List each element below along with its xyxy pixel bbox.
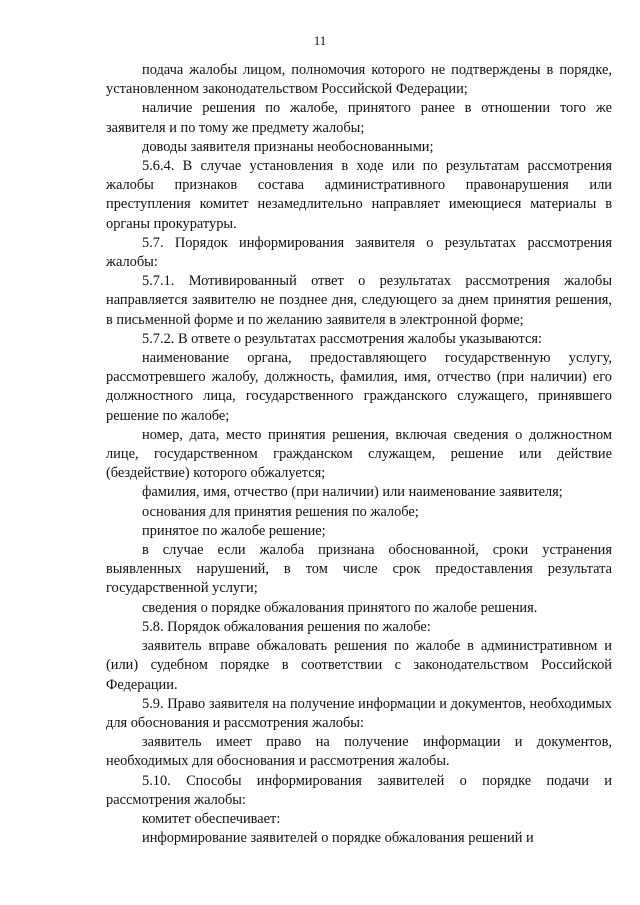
document-body — [106, 61, 612, 848]
paragraph: фамилия, имя, отчество (при наличии) или наименование заявителя; — [142, 484, 563, 501]
paragraph: информирование заявителей о порядке обжалования решений и — [142, 830, 534, 847]
paragraph-5-10: 5.10. Способы информирования заявителей о порядке подачи и рассмотрения жалобы: — [106, 772, 612, 808]
paragraph: заявитель имеет право на получение информации и документов, необходимых для обоснования и рассмотрения жалобы. — [106, 734, 612, 770]
paragraph: сведения о порядке обжалования принятого по жалобе решения. — [142, 599, 538, 616]
paragraph-5-7-1: 5.7.1. Мотивированный ответ о результатах рассмотрения жалобы направляется заявителю не позднее дня, следующего за днем принятия решения, в письменной форме и по желанию заявителя в электронной форме; — [106, 273, 612, 328]
paragraph-5-7-2: 5.7.2. В ответе о результатах рассмотрения жалобы указываются: — [142, 330, 542, 347]
paragraph-5-8: 5.8. Порядок обжалования решения по жалобе: — [142, 618, 431, 635]
paragraph: наличие решения по жалобе, принятого ранее в отношении того же заявителя и по тому же предмету жалобы; — [106, 100, 612, 136]
paragraph: подача жалобы лицом, полномочия которого не подтверждены в порядке, установленном законодательством Российской Федерации; — [106, 62, 612, 98]
paragraph: основания для принятия решения по жалобе; — [142, 503, 419, 520]
paragraph: в случае если жалоба признана обоснованной, сроки устранения выявленных нарушений, в том числе срок предоставления результата государственной услуги; — [106, 542, 612, 597]
paragraph: номер, дата, место принятия решения, включая сведения о должностном лице, государственном гражданском служащем, решение или действие (бездействие) которого обжалуется; — [106, 426, 612, 482]
paragraph: заявитель вправе обжаловать решения по жалобе в административном и (или) судебном порядке в соответствии с законодательством Российской Федерации. — [106, 638, 612, 693]
paragraph-5-9: 5.9. Право заявителя на получение информации и документов, необходимых для обоснования и рассмотрения жалобы: — [106, 695, 612, 731]
paragraph: доводы заявителя признаны необоснованными; — [142, 138, 434, 155]
paragraph: принятое по жалобе решение; — [142, 522, 326, 539]
paragraph: комитет обеспечивает: — [142, 810, 281, 827]
page-number: 11 — [313, 33, 327, 48]
paragraph-5-7: 5.7. Порядок информирования заявителя о результатах рассмотрения жалобы: — [106, 234, 612, 271]
paragraph: наименование органа, предоставляющего государственную услугу, рассмотревшего жалобу, должность, фамилия, имя, отчество (при наличии) его должностного лица, государственного гражданского служащего, принявшего решение по жалобе; — [106, 350, 612, 424]
paragraph-5-6-4: 5.6.4. В случае установления в ходе или по результатам рассмотрения жалобы признаков состава административного правонарушения или преступления комитет незамедлительно направляет имеющиеся материалы в органы прокуратуры. — [106, 158, 612, 232]
